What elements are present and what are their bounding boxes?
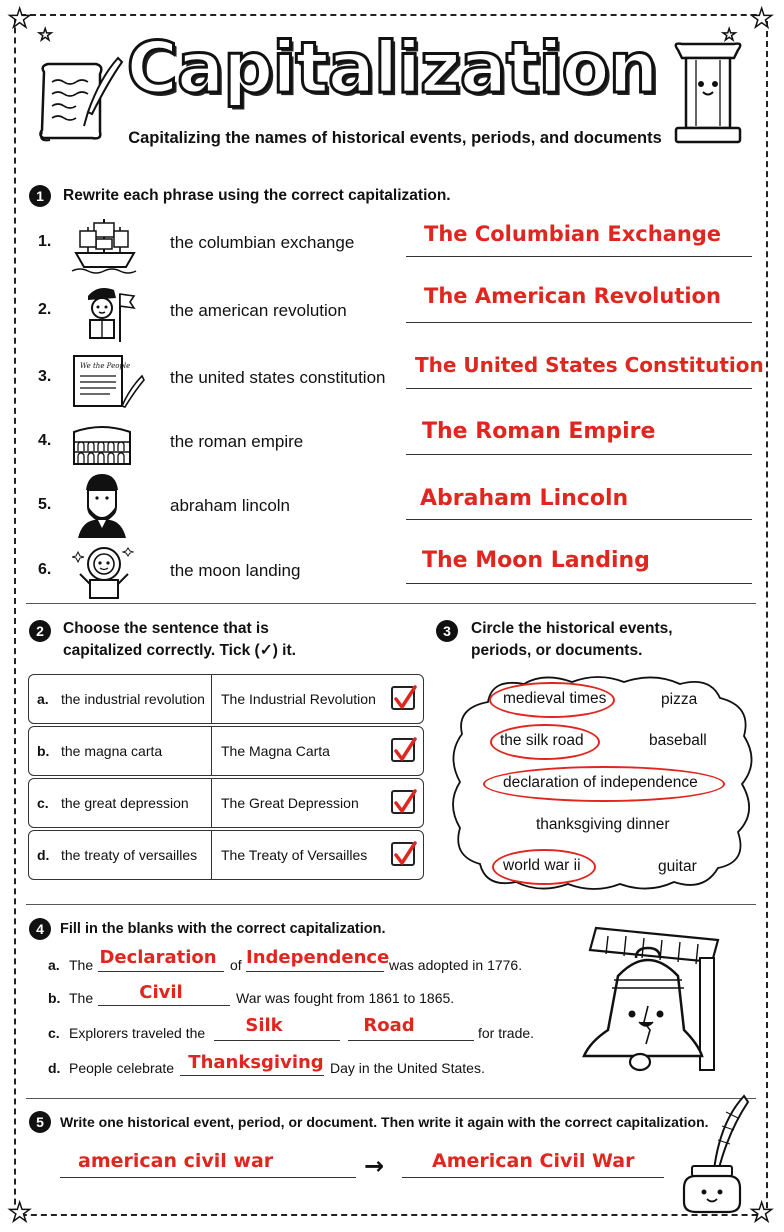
check-icon bbox=[391, 787, 419, 817]
check-icon bbox=[391, 735, 419, 765]
row-number: 5. bbox=[38, 496, 52, 513]
phrase: the american revolution bbox=[170, 301, 347, 320]
astronaut-icon bbox=[72, 542, 136, 602]
answer-text: The United States Constitution bbox=[415, 353, 764, 377]
choice-wrong[interactable]: the treaty of versailles bbox=[61, 847, 198, 863]
phrase: the moon landing bbox=[170, 561, 301, 580]
answer-line bbox=[406, 322, 752, 323]
section-3-heading-line2: periods, or documents. bbox=[471, 642, 643, 659]
arrow-icon: → bbox=[364, 1152, 385, 1180]
section-divider bbox=[26, 904, 756, 905]
tick-checkbox[interactable] bbox=[391, 842, 415, 866]
choice-letter: d. bbox=[37, 847, 50, 863]
fill-text: The bbox=[69, 957, 94, 973]
star-icon: ★ bbox=[8, 4, 32, 34]
word-option[interactable]: declaration of independence bbox=[503, 774, 698, 791]
section-4-heading: Fill in the blanks with the correct capitalization. bbox=[60, 921, 386, 937]
answer-line bbox=[406, 519, 752, 520]
answer-text: The Roman Empire bbox=[422, 419, 656, 444]
choice-letter: c. bbox=[37, 795, 49, 811]
section-2-heading-line1: Choose the sentence that is bbox=[63, 620, 269, 637]
fill-text: The bbox=[69, 990, 94, 1006]
fill-letter: c. bbox=[48, 1025, 60, 1041]
pillar-mascot-icon bbox=[668, 40, 748, 150]
choice-letter: b. bbox=[37, 743, 50, 759]
answer-text: The Columbian Exchange bbox=[424, 222, 722, 246]
phrase: the roman empire bbox=[170, 432, 304, 451]
blank-line bbox=[214, 1040, 340, 1041]
row-number: 1. bbox=[38, 233, 52, 250]
answer-text: The American Revolution bbox=[424, 284, 721, 308]
before-line bbox=[60, 1177, 356, 1178]
page-title: Capitalization bbox=[126, 27, 658, 109]
choice-right[interactable]: The Magna Carta bbox=[221, 743, 330, 759]
colosseum-icon bbox=[70, 420, 134, 468]
phrase: abraham lincoln bbox=[170, 496, 291, 515]
answer-text: The Moon Landing bbox=[422, 548, 650, 573]
choice-wrong[interactable]: the magna carta bbox=[61, 743, 163, 759]
word-option[interactable]: medieval times bbox=[503, 690, 607, 707]
blank-answer[interactable]: Road bbox=[363, 1015, 415, 1036]
before-answer[interactable]: american civil war bbox=[78, 1150, 274, 1172]
word-option[interactable]: guitar bbox=[658, 858, 697, 875]
tick-checkbox[interactable] bbox=[391, 686, 415, 710]
row-number: 4. bbox=[38, 432, 52, 449]
word-option[interactable]: pizza bbox=[661, 691, 698, 708]
answer-line bbox=[406, 583, 752, 584]
choice-wrong[interactable]: the great depression bbox=[61, 795, 189, 811]
section-5-badge: 5 bbox=[29, 1111, 51, 1133]
check-icon bbox=[391, 683, 419, 713]
star-icon: ★ bbox=[8, 1198, 32, 1228]
section-2-heading-line2: capitalized correctly. Tick (✓) it. bbox=[63, 642, 296, 659]
row-number: 6. bbox=[38, 561, 52, 578]
phrase: the united states constitution bbox=[170, 368, 386, 387]
choice-letter: a. bbox=[37, 691, 49, 707]
blank-line bbox=[246, 971, 384, 972]
divider bbox=[211, 675, 212, 723]
blank-line bbox=[98, 971, 224, 972]
section-4-badge: 4 bbox=[29, 918, 51, 940]
after-answer[interactable]: American Civil War bbox=[432, 1150, 635, 1172]
section-1-heading: Rewrite each phrase using the correct capitalization. bbox=[63, 187, 451, 204]
star-icon: ★ bbox=[750, 4, 774, 34]
blank-answer[interactable]: Silk bbox=[245, 1015, 283, 1036]
answer-line bbox=[406, 454, 752, 455]
choice-wrong[interactable]: the industrial revolution bbox=[61, 691, 205, 707]
blank-answer[interactable]: Independence bbox=[246, 947, 390, 968]
fill-text: for trade. bbox=[478, 1025, 535, 1041]
constitution-icon bbox=[70, 350, 146, 412]
section-divider bbox=[26, 1098, 756, 1099]
row-number: 3. bbox=[38, 368, 52, 385]
fill-text: People celebrate bbox=[69, 1060, 175, 1076]
word-option[interactable]: the silk road bbox=[500, 732, 584, 749]
divider bbox=[211, 831, 212, 879]
blank-line bbox=[180, 1075, 324, 1076]
soldier-icon bbox=[76, 282, 140, 346]
choice-row bbox=[28, 830, 424, 880]
section-3-badge: 3 bbox=[436, 620, 458, 642]
choice-row bbox=[28, 778, 424, 828]
choice-row bbox=[28, 726, 424, 776]
blank-line bbox=[98, 1005, 230, 1006]
answer-line bbox=[406, 256, 752, 257]
choice-right[interactable]: The Treaty of Versailles bbox=[221, 847, 368, 863]
choice-row bbox=[28, 674, 424, 724]
fill-text: War was fought from 1861 to 1865. bbox=[236, 990, 455, 1006]
blank-answer[interactable]: Thanksgiving bbox=[188, 1052, 324, 1073]
lincoln-icon bbox=[74, 472, 130, 538]
fill-text: was adopted in 1776. bbox=[389, 957, 523, 973]
divider bbox=[211, 727, 212, 775]
phrase: the columbian exchange bbox=[170, 233, 355, 252]
tick-checkbox[interactable] bbox=[391, 790, 415, 814]
page-subtitle: Capitalizing the names of historical events, periods, and documents bbox=[128, 129, 662, 147]
fill-text: Explorers traveled the bbox=[69, 1025, 206, 1041]
row-number: 2. bbox=[38, 301, 52, 318]
star-icon: ★ bbox=[750, 1198, 774, 1228]
check-icon bbox=[391, 839, 419, 869]
blank-line bbox=[348, 1040, 474, 1041]
word-option[interactable]: world war ii bbox=[503, 857, 581, 874]
choice-right[interactable]: The Industrial Revolution bbox=[221, 691, 376, 707]
blank-answer[interactable]: Declaration bbox=[99, 947, 217, 968]
constitution-label: We the People bbox=[80, 362, 131, 370]
tick-checkbox[interactable] bbox=[391, 738, 415, 762]
fill-text: of bbox=[230, 957, 242, 973]
word-option[interactable]: thanksgiving dinner bbox=[536, 816, 670, 833]
star-icon: ★ bbox=[38, 25, 53, 44]
divider bbox=[211, 779, 212, 827]
answer-text: Abraham Lincoln bbox=[420, 486, 629, 511]
fill-letter: b. bbox=[48, 990, 61, 1006]
liberty-bell-icon bbox=[578, 918, 726, 1080]
section-2-badge: 2 bbox=[29, 620, 51, 642]
section-3-heading-line1: Circle the historical events, bbox=[471, 620, 673, 637]
ship-icon bbox=[70, 213, 140, 275]
blank-answer[interactable]: Civil bbox=[139, 982, 183, 1003]
fill-letter: a. bbox=[48, 957, 60, 973]
inkwell-icon bbox=[670, 1092, 750, 1216]
section-1-badge: 1 bbox=[29, 185, 51, 207]
fill-text: Day in the United States. bbox=[330, 1060, 485, 1076]
answer-line bbox=[406, 388, 752, 389]
section-divider bbox=[26, 603, 756, 604]
choice-right[interactable]: The Great Depression bbox=[221, 795, 359, 811]
fill-letter: d. bbox=[48, 1060, 61, 1076]
after-line bbox=[402, 1177, 664, 1178]
star-icon: ★ bbox=[722, 25, 737, 44]
section-5-heading: Write one historical event, period, or document. Then write it again with the correct capitalization. bbox=[60, 1114, 709, 1130]
word-option[interactable]: baseball bbox=[649, 732, 707, 749]
